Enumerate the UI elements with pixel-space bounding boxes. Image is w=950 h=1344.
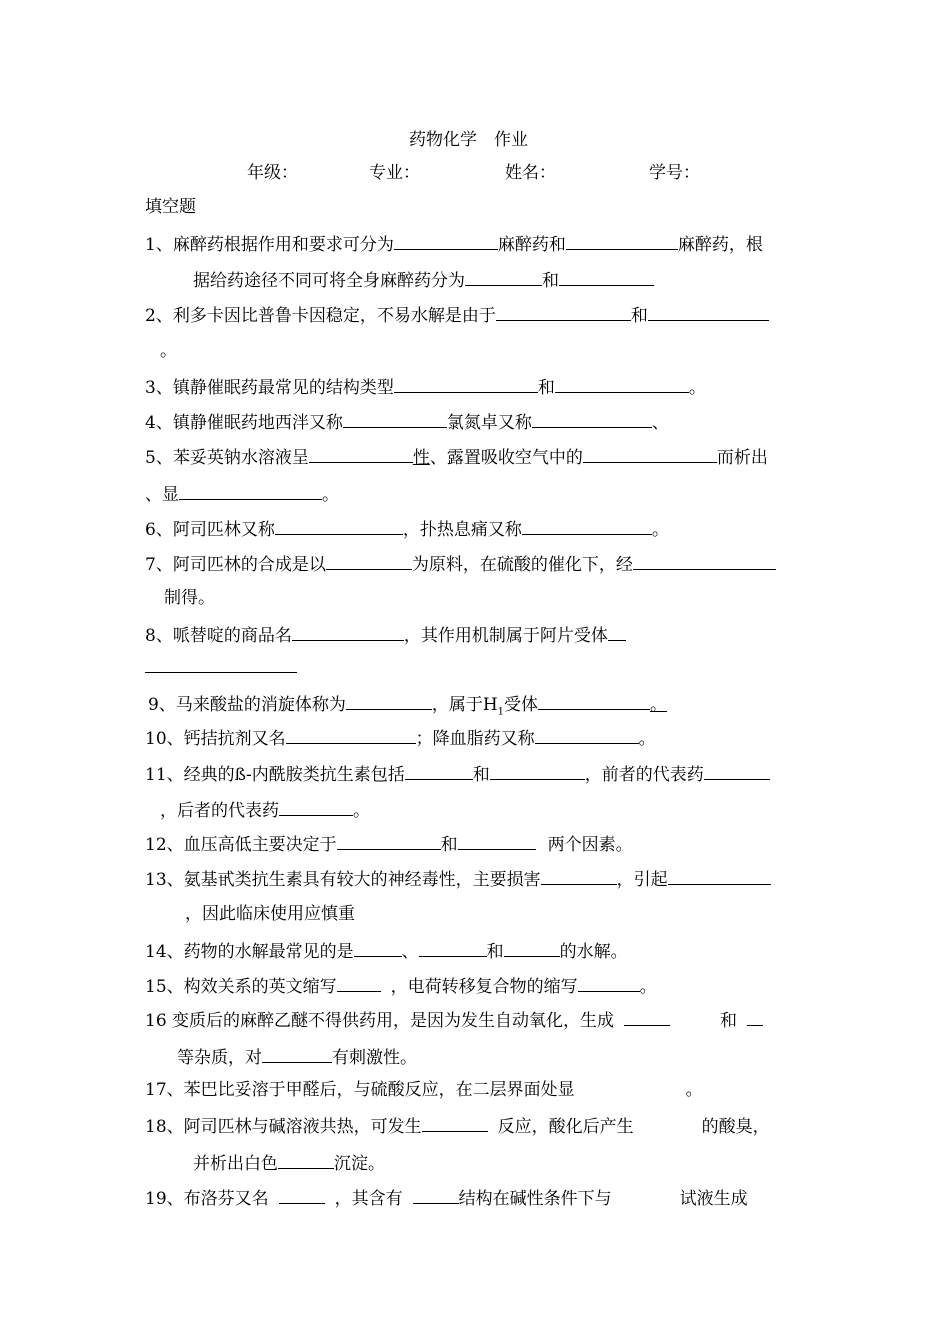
question-text: 结构在碱性条件下与: [458, 1189, 612, 1209]
question-19: [145, 1186, 748, 1209]
question-text: 和: [486, 942, 504, 962]
question-12: [145, 832, 633, 855]
question-text: ，前者的代表药: [584, 765, 704, 785]
answer-blank[interactable]: [179, 482, 322, 500]
question-3: [145, 375, 706, 398]
question-10: [145, 726, 656, 749]
question-text: 16 变质后的麻醉乙醚不得供药用，是因为发生自动氧化，生成: [145, 1011, 615, 1031]
question-text: 而析出: [716, 448, 768, 468]
answer-blank[interactable]: [422, 1114, 488, 1132]
question-text: 受体: [504, 695, 539, 715]
answer-blank[interactable]: [559, 268, 654, 286]
question-text: 15、构效关系的英文缩写: [145, 977, 337, 997]
question-text: 。: [639, 977, 657, 997]
question-text: 。: [160, 341, 177, 361]
question-text: 性: [412, 448, 430, 468]
question-text: 7、阿司匹林的合成是以: [145, 555, 326, 575]
answer-blank[interactable]: [458, 832, 536, 850]
question-11-line-1: [145, 762, 770, 785]
question-text: 和: [440, 835, 458, 855]
question-text: ，其含有: [334, 1189, 403, 1209]
answer-blank[interactable]: [747, 1008, 763, 1026]
question-1-line-2: [193, 268, 654, 291]
question-text: 制得。: [164, 588, 215, 608]
answer-blank[interactable]: [490, 762, 585, 780]
question-2-line-1: [145, 303, 769, 326]
answer-blank[interactable]: [608, 623, 626, 641]
question-text: 3、镇静催眠药最常见的结构类型: [145, 378, 394, 398]
question-1-line-1: [145, 232, 763, 255]
answer-blank[interactable]: [309, 445, 413, 463]
answer-blank[interactable]: [555, 375, 689, 393]
question-9: [148, 692, 668, 718]
question-5-line-1: [145, 445, 768, 468]
question-text: 。: [650, 695, 668, 715]
question-7-line-2: [164, 588, 215, 608]
question-13-line-1: [145, 867, 771, 890]
question-text: 有刺激性。: [332, 1048, 417, 1068]
question-16-line-1: [145, 1008, 763, 1031]
question-text: 5、苯妥英钠水溶液呈: [145, 448, 309, 468]
answer-blank[interactable]: [343, 410, 447, 428]
question-8-line-2: [145, 655, 297, 678]
question-text: 并析出白色: [193, 1154, 278, 1174]
question-text: 6、阿司匹林又称: [145, 520, 275, 540]
question-text: 19、布洛芬又名: [145, 1189, 269, 1209]
question-text: ，因此临床使用应慎重: [185, 904, 355, 924]
question-15: [145, 974, 657, 997]
student-id-label: 学号：: [649, 163, 700, 183]
question-text: ，电荷转移复合物的缩写: [390, 977, 578, 997]
answer-blank[interactable]: [504, 939, 560, 957]
question-text: 17、苯巴比妥溶于甲醛后，与硫酸反应，在二层界面处显: [145, 1080, 575, 1100]
question-18-line-1: [145, 1114, 770, 1137]
answer-blank[interactable]: [292, 623, 404, 641]
question-text: ；降血脂药又称: [415, 729, 535, 749]
answer-blank[interactable]: [354, 939, 402, 957]
answer-blank[interactable]: [394, 375, 538, 393]
question-text: 、: [651, 413, 669, 433]
answer-blank[interactable]: [668, 867, 771, 885]
question-text: 为原料，在硫酸的催化下，经: [411, 555, 633, 575]
question-text: 据给药途径不同可将全身麻醉药分为: [193, 271, 465, 291]
question-14: [145, 939, 628, 962]
question-text: 的酸臭，: [701, 1117, 770, 1137]
question-8-line-1: [145, 623, 626, 646]
question-text: 试液生成: [679, 1189, 748, 1209]
answer-blank[interactable]: [532, 410, 652, 428]
subscript: 1: [497, 706, 505, 718]
question-text: 。: [688, 378, 706, 398]
question-text: 10、钙拮抗剂又名: [145, 729, 286, 749]
answer-blank[interactable]: [278, 1151, 334, 1169]
question-text: 和: [630, 306, 648, 326]
question-text: 和: [537, 378, 555, 398]
answer-blank[interactable]: [262, 1045, 332, 1063]
question-text: 、显: [145, 485, 179, 505]
answer-blank[interactable]: [337, 832, 441, 850]
answer-blank[interactable]: [538, 692, 650, 710]
question-text: 14、药物的水解最常见的是: [145, 942, 354, 962]
answer-blank[interactable]: [541, 867, 617, 885]
question-text: 12、血压高低主要决定于: [145, 835, 337, 855]
question-text: ，后者的代表药: [160, 801, 279, 821]
name-label: 姓名：: [505, 163, 556, 183]
answer-blank[interactable]: [419, 939, 487, 957]
answer-blank[interactable]: [286, 726, 416, 744]
question-text: 的水解。: [559, 942, 628, 962]
question-text: 13、氨基甙类抗生素具有较大的神经毒性，主要损害: [145, 870, 541, 890]
question-5-line-2: [145, 482, 339, 505]
question-text: 和: [542, 271, 559, 291]
answer-blank[interactable]: [346, 692, 432, 710]
answer-blank[interactable]: [326, 552, 412, 570]
answer-blank[interactable]: [145, 655, 297, 673]
answer-blank[interactable]: [535, 726, 639, 744]
answer-blank[interactable]: [583, 445, 717, 463]
page-title: 药物化学 作业: [409, 130, 528, 150]
question-4: [145, 410, 669, 433]
question-text: 。: [638, 729, 656, 749]
question-text: 。: [685, 1080, 703, 1100]
question-text: 9、马来酸盐的消旋体称为: [148, 695, 346, 715]
question-text: 麻醉药，根: [677, 235, 763, 255]
question-7-line-1: [145, 552, 776, 575]
question-text: 2、利多卡因比普鲁卡因稳定，不易水解是由于: [145, 306, 496, 326]
question-text: 沉淀。: [334, 1154, 385, 1174]
question-13-line-2: [185, 904, 355, 924]
question-text: 4、镇静催眠药地西泮又称: [145, 413, 343, 433]
question-text: 、露置吸收空气中的: [429, 448, 583, 468]
grade-label: 年级：: [247, 163, 298, 183]
question-18-line-2: [193, 1151, 385, 1174]
answer-blank[interactable]: [279, 1186, 325, 1204]
question-text: 和: [720, 1011, 738, 1031]
question-text: 两个因素。: [547, 835, 633, 855]
question-17: [145, 1080, 703, 1100]
question-6: [145, 517, 669, 540]
answer-blank[interactable]: [522, 517, 652, 535]
answer-blank[interactable]: [465, 268, 542, 286]
answer-blank[interactable]: [566, 232, 678, 250]
question-text: 1、麻醉药根据作用和要求可分为: [145, 235, 394, 255]
question-text: 氯氮卓又称: [446, 413, 532, 433]
answer-blank[interactable]: [394, 232, 498, 250]
answer-blank[interactable]: [578, 974, 640, 992]
question-text: 、: [401, 942, 419, 962]
question-text: 麻醉药和: [497, 235, 566, 255]
section-heading: 填空题: [145, 197, 196, 217]
answer-blank[interactable]: [624, 1008, 670, 1026]
answer-blank[interactable]: [413, 1186, 459, 1204]
answer-blank[interactable]: [337, 974, 381, 992]
question-11-line-2: [160, 798, 370, 821]
question-text: ，扑热息痛又称: [402, 520, 522, 540]
answer-blank[interactable]: [496, 303, 631, 321]
answer-blank[interactable]: [648, 303, 769, 321]
question-text: ，其作用机制属于阿片受体: [403, 626, 608, 646]
question-text: ，引起: [616, 870, 668, 890]
question-2-line-2: [160, 341, 177, 361]
answer-blank[interactable]: [275, 517, 403, 535]
question-16-line-2: [177, 1045, 417, 1068]
question-text: 11、经典的ß-内酰胺类抗生素包括: [145, 765, 405, 785]
question-text: ，属于H: [431, 695, 498, 715]
answer-blank[interactable]: [405, 762, 473, 780]
answer-blank[interactable]: [704, 762, 770, 780]
question-text: 8、哌替啶的商品名: [145, 626, 292, 646]
major-label: 专业：: [369, 163, 420, 183]
question-text: 反应，酸化后产生: [497, 1117, 634, 1137]
question-text: 。: [322, 485, 339, 505]
question-text: 18、阿司匹林与碱溶液共热，可发生: [145, 1117, 422, 1137]
answer-blank[interactable]: [279, 798, 353, 816]
answer-blank[interactable]: [633, 552, 776, 570]
question-text: 。: [353, 801, 370, 821]
question-text: 和: [472, 765, 490, 785]
question-text: 等杂质，对: [177, 1048, 262, 1068]
question-text: 。: [651, 520, 669, 540]
